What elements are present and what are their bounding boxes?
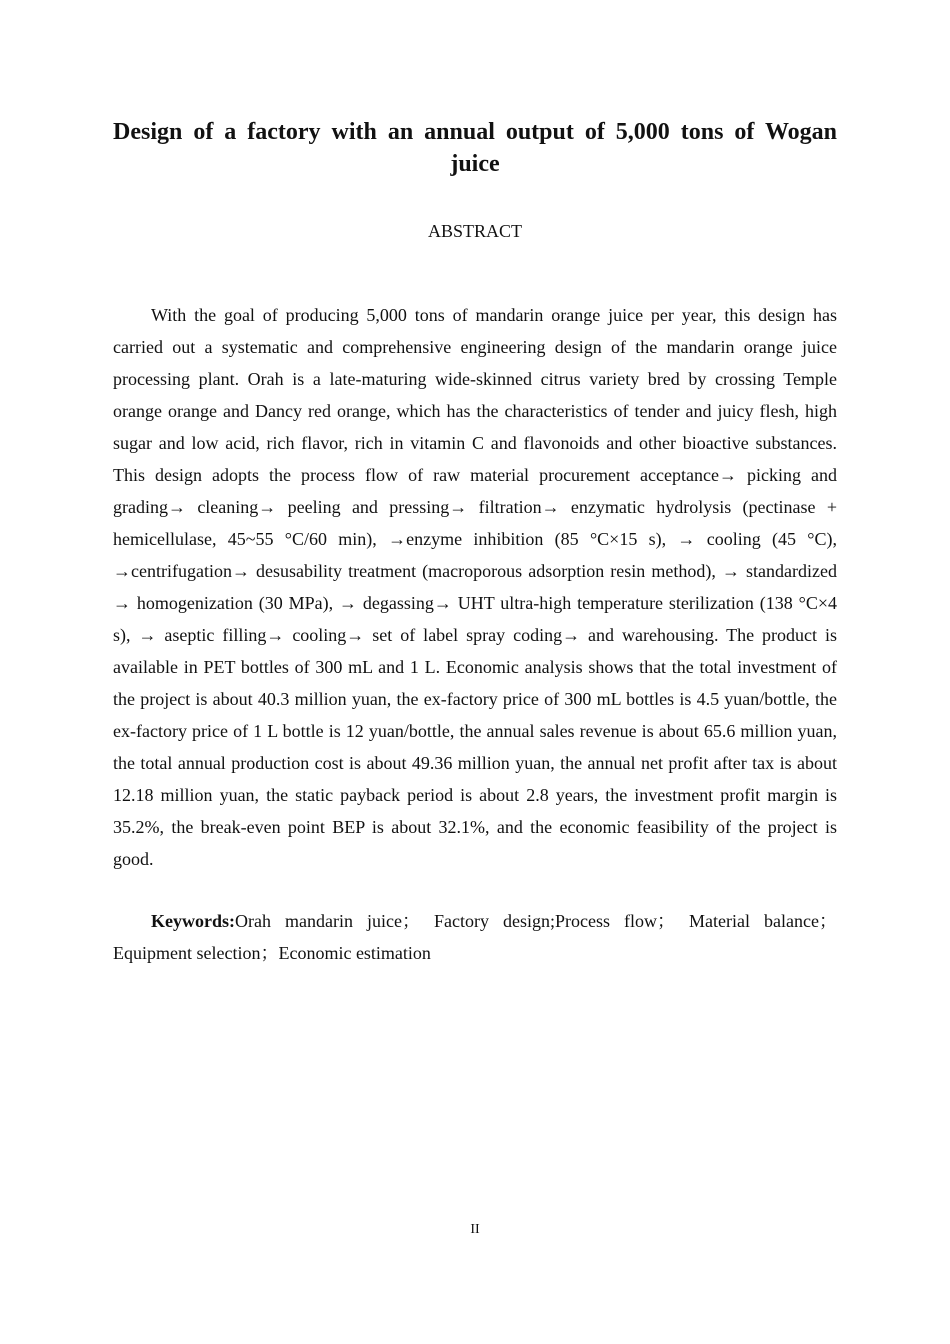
keywords-paragraph — [113, 905, 837, 969]
keywords-list: Orah mandarin juice； Factory design;Process flow； Material balance；Equipment selection；Economic estimation — [113, 911, 837, 963]
paper-title: Design of a factory with an annual output of 5,000 tons of Wogan juice — [113, 119, 837, 177]
keywords-label: Keywords: — [151, 911, 235, 931]
page-number: II — [470, 1222, 480, 1237]
abstract-heading: ABSTRACT — [427, 221, 523, 241]
abstract-body: With the goal of producing 5,000 tons of mandarin orange juice per year, this design has carried out a systematic and comprehensive engineering design of the mandarin orange juice processing plant. Orah is a late-maturing wide-skinned citrus variety bred by crossing Temple orange orange and Dancy red orange, which has the characteristics of tender and juicy flesh, high sugar and low acid, rich flavor, rich in vitamin C and flavonoids and other bioactive substances. This design adopts the process flow of raw material procurement acceptance→ picking and grading→ cleaning→ peeling and pressing→ filtration→ enzymatic hydrolysis (pectinase + hemicellulase, 45~55 °C/60 min), →enzyme inhibition (85 °C×15 s), → cooling (45 °C), →centrifugation→ desusability treatment (macroporous adsorption resin method), → standardized → homogenization (30 MPa), → degassing→ UHT ultra-high temperature sterilization (138 °C×4 s), → aseptic filling→ cooling→ set of label spray coding→ and warehousing. The product is available in PET bottles of 300 mL and 1 L. Economic analysis shows that the total investment of the project is about 40.3 million yuan, the ex-factory price of 300 mL bottles is 4.5 yuan/bottle, the ex-factory price of 1 L bottle is 12 yuan/bottle, the annual sales revenue is about 65.6 million yuan, the total annual production cost is about 49.36 million yuan, the annual net profit after tax is about 12.18 million yuan, the static payback period is about 2.8 years, the investment profit margin is 35.2%, the break-even point BEP is about 32.1%, and the economic feasibility of the project is good. — [113, 305, 837, 869]
